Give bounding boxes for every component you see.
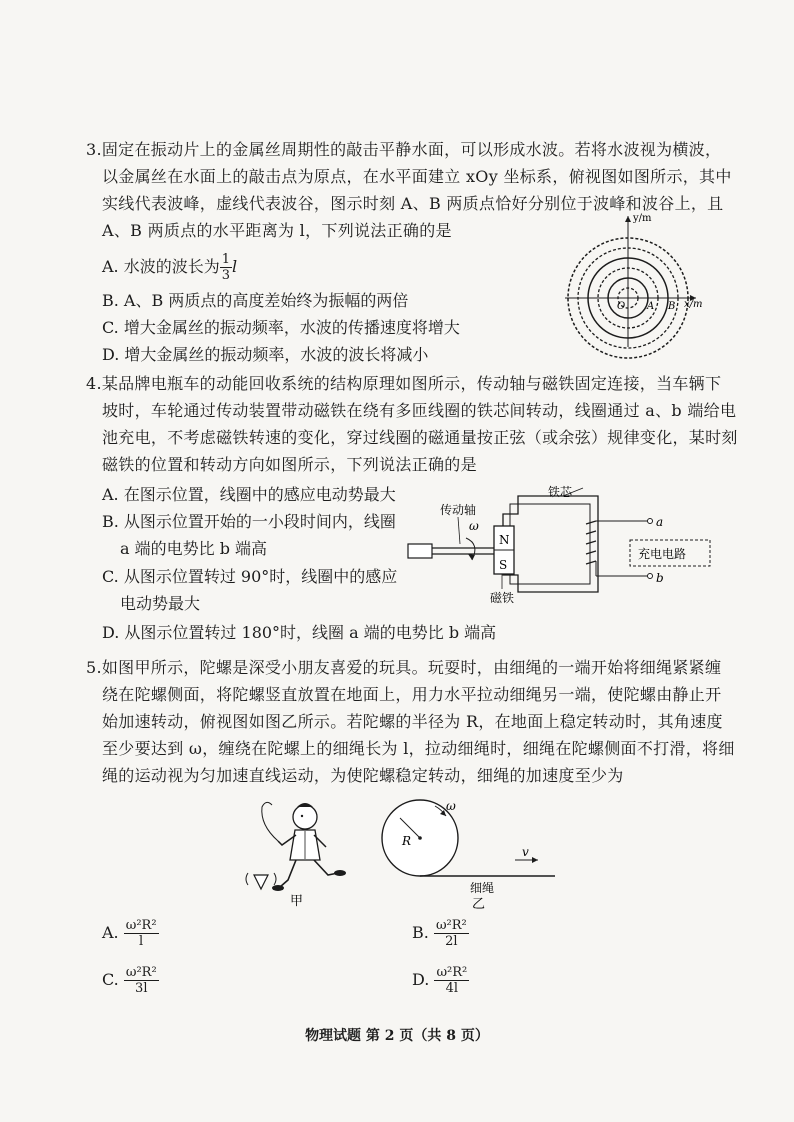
q5-option-c-den: 3l	[135, 981, 148, 996]
y-axis-label: y/m	[633, 213, 652, 224]
q3-line-1: 3.固定在振动片上的金属丝周期性的敲击平静水面，可以形成水波。若将水波视为横波，	[86, 140, 722, 159]
q5-option-b-den: 2l	[445, 934, 458, 949]
q5-option-b-fraction	[434, 918, 469, 949]
child-leg-left	[280, 860, 296, 887]
q4-line-3: 池充电，不考虑磁铁转速的变化，穿过线圈的磁通量按正弦（或余弦）规律变化，某时刻	[102, 428, 738, 447]
figure-jia-label: 甲	[290, 894, 304, 909]
q3-option-a-num: 1	[221, 252, 231, 267]
child-shoe-right	[334, 870, 346, 876]
omega-label-yi: ω	[446, 799, 456, 813]
spinning-top	[254, 875, 268, 889]
charging-circuit-label: 充电电路	[638, 547, 687, 561]
child-head	[293, 805, 317, 829]
velocity-arrow-head	[532, 857, 538, 863]
child-eye	[301, 815, 303, 817]
velocity-label: v	[522, 845, 529, 859]
q5-option-d-den: 4l	[445, 981, 459, 996]
q5-figure-yi	[380, 798, 560, 910]
q3-option-a-suffix: l	[232, 257, 238, 276]
q5-option-b-num: ω²R²	[435, 918, 467, 933]
q5-line-1: 5.如图甲所示，陀螺是深受小朋友喜爱的玩具。玩耍时，由细绳的一端开始将细绳紧紧缠	[86, 658, 722, 677]
q4-line-4: 磁铁的位置和转动方向如图所示，下列说法正确的是	[102, 455, 477, 474]
q5-option-a-letter: A.	[102, 923, 119, 942]
radius-label: R	[402, 834, 412, 848]
child-shoe-left	[272, 885, 284, 891]
q5-option-d-fraction	[434, 965, 469, 996]
q5-option-b	[412, 918, 469, 949]
terminal-a-label: a	[656, 515, 664, 529]
q5-line-4: 至少要达到 ω，缠绕在陀螺上的细绳长为 l，拉动细绳时，细绳在陀螺侧面不打滑，将细	[102, 739, 735, 758]
q4-option-c-cont: 电动势最大	[120, 594, 201, 613]
rope-label: 细绳	[470, 881, 495, 895]
shaft-block	[408, 544, 432, 558]
magnet-n-label: N	[499, 533, 510, 547]
child-hair	[297, 803, 313, 807]
q5-line-5: 绳的运动视为匀加速直线运动，为使陀螺稳定转动，细绳的加速度至少为	[102, 766, 624, 785]
magnet-s-label: S	[499, 558, 508, 572]
shaft-label: 传动轴	[440, 503, 477, 517]
q5-option-d	[412, 965, 469, 996]
core-label: 铁芯	[548, 485, 573, 499]
x-axis-label: x/m	[684, 299, 703, 310]
figure-yi-label: 乙	[472, 897, 486, 912]
q5-line-2: 绕在陀螺侧面，将陀螺竖直放置在地面上，用力水平拉动细绳另一端，使陀螺由静止开	[102, 685, 722, 704]
q3-option-d: D. 增大金属丝的振动频率，水波的波长将减小	[102, 345, 429, 364]
iron-core-inner	[510, 504, 590, 584]
q3-option-a-prefix: A. 水波的波长为	[102, 257, 220, 276]
q3-option-a-den: 3	[221, 268, 231, 283]
magnet-label: 磁铁	[490, 591, 515, 605]
q4-option-d: D. 从图示位置转过 180°时，线圈 a 端的电势比 b 端高	[102, 623, 497, 642]
q4-option-a: A. 在图示位置，线圈中的感应电动势最大	[102, 485, 396, 504]
q5-option-a-den: l	[139, 934, 144, 949]
terminal-b-label: b	[656, 571, 664, 585]
q3-wave-figure	[560, 212, 703, 352]
q4-option-b: B. 从图示位置开始的一小段时间内，线圈	[102, 512, 396, 531]
q5-option-c-fraction	[124, 965, 159, 996]
q4-option-b-cont: a 端的电势比 b 端高	[120, 539, 268, 558]
q3-option-c: C. 增大金属丝的振动频率，水波的传播速度将增大	[102, 318, 460, 337]
q4-option-c: C. 从图示位置转过 90°时，线圈中的感应	[102, 567, 398, 586]
q3-option-a-fraction	[220, 252, 232, 283]
q5-option-a-fraction	[124, 918, 159, 949]
terminal-b	[648, 574, 653, 579]
point-a-label: A	[647, 301, 655, 312]
q3-option-a	[102, 252, 237, 283]
q5-option-c-num: ω²R²	[125, 965, 157, 980]
shaft-leader	[458, 517, 460, 544]
terminal-a	[648, 519, 653, 524]
q5-option-b-letter: B.	[412, 923, 429, 942]
q4-line-2: 坡时，车轮通过传动装置带动磁铁在绕有多匝线圈的铁芯间转动，线圈通过 a、b 端给电	[102, 401, 737, 420]
whip-string	[262, 802, 278, 841]
q4-generator-figure	[398, 484, 698, 614]
y-axis-arrow	[625, 216, 631, 222]
coil-windings	[586, 521, 596, 564]
q3-line-3: 实线代表波峰，虚线代表波谷，图示时刻 A、B 两质点恰好分别位于波峰和波谷上，且	[102, 194, 724, 213]
q5-line-3: 始加速转动，俯视图如图乙所示。若陀螺的半径为 R，在地面上稳定转动时，其角速度	[102, 712, 723, 731]
q3-option-b: B. A、B 两质点的高度差始终为振幅的两倍	[102, 291, 409, 310]
q5-option-a-num: ω²R²	[125, 918, 157, 933]
origin-label: O	[617, 301, 626, 312]
omega-label: ω	[469, 519, 479, 533]
point-b-label: B	[668, 301, 676, 312]
q5-option-d-letter: D.	[412, 970, 430, 989]
q5-option-a	[102, 918, 159, 949]
q4-line-1: 4.某品牌电瓶车的动能回收系统的结构原理如图所示，传动轴与磁铁固定连接，当车辆下	[86, 374, 722, 393]
page-footer: 物理试题 第 2 页（共 8 页）	[305, 1028, 489, 1044]
q5-figure-jia	[240, 795, 350, 910]
rotation-arrow-head	[468, 554, 475, 560]
q5-option-c-letter: C.	[102, 970, 119, 989]
q3-line-2: 以金属丝在水面上的敲击点为原点，在水平面建立 xOy 坐标系，俯视图如图所示，其中	[102, 167, 732, 186]
iron-core-outer	[503, 496, 598, 592]
q5-option-c	[102, 965, 159, 996]
q5-option-d-num: ω²R²	[436, 965, 468, 980]
q3-line-4: A、B 两质点的水平距离为 l，下列说法正确的是	[102, 221, 452, 240]
